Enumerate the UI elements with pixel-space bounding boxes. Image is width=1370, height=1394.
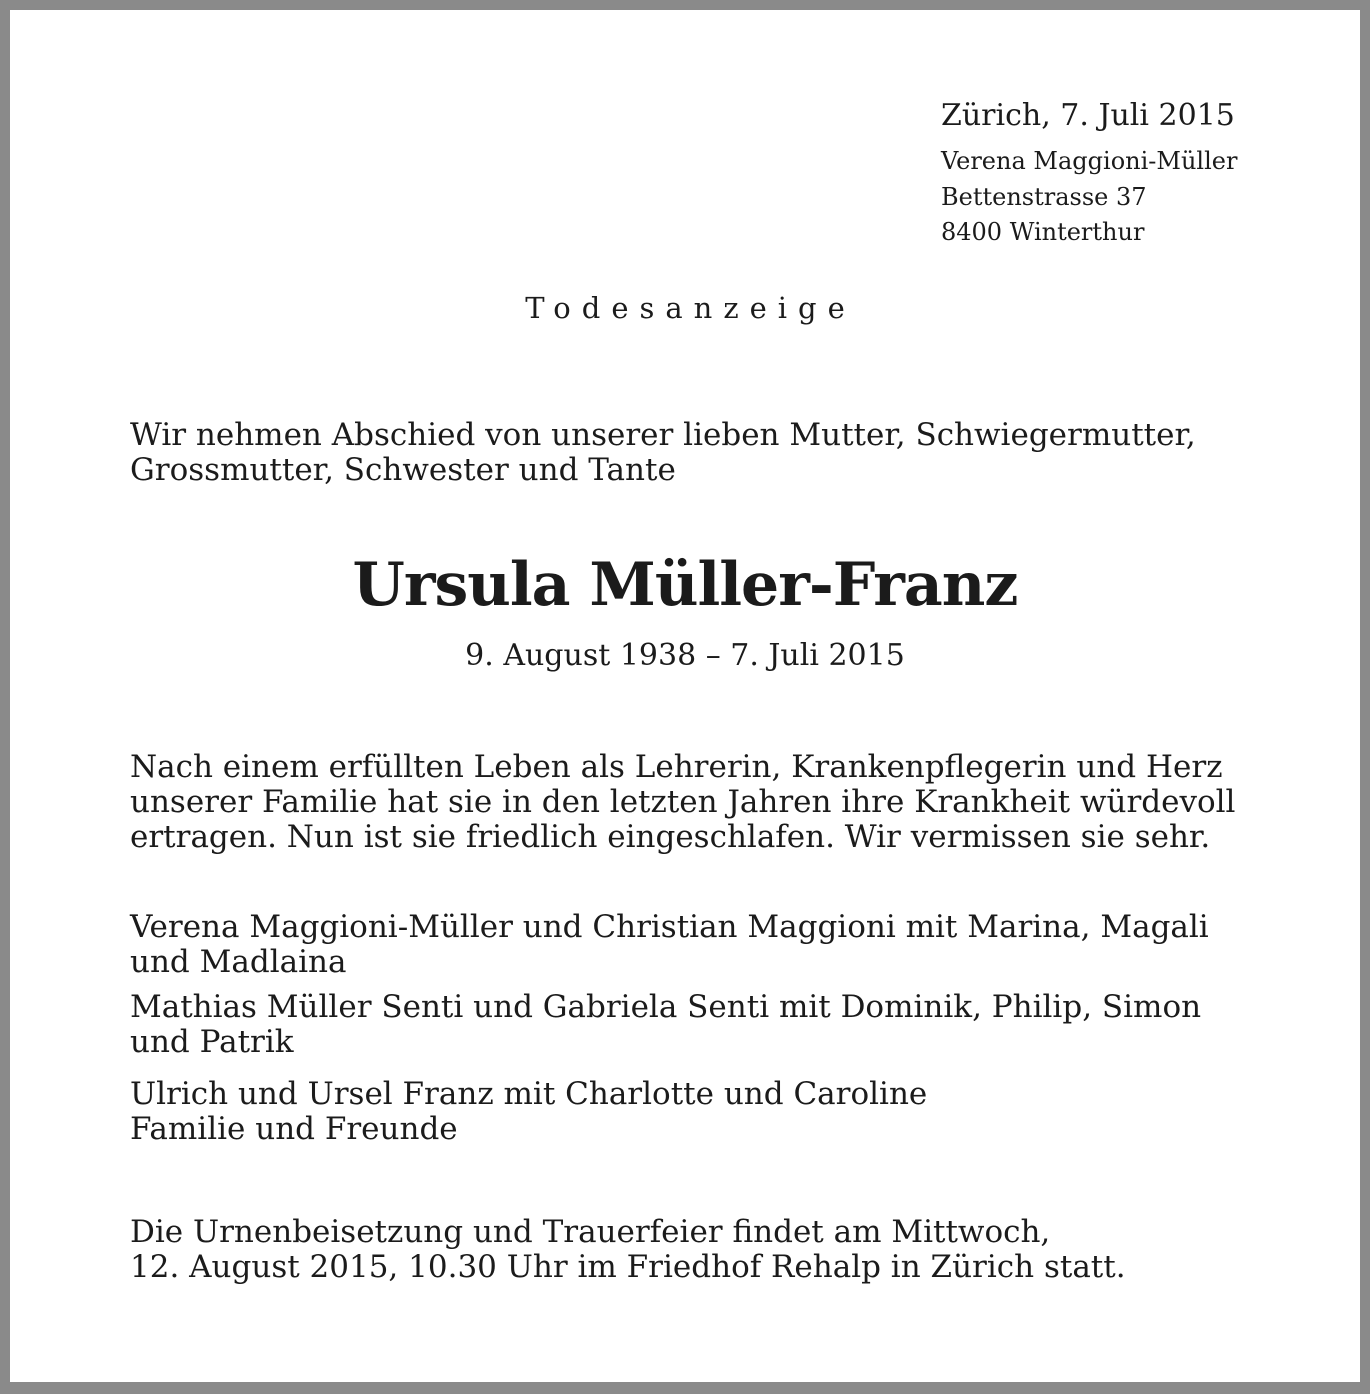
sender-city: 8400 Winterthur (941, 218, 1145, 246)
mourner-line: Mathias Müller Senti und Gabriela Senti mit Dominik, Philip, Simon (130, 989, 1202, 1025)
deceased-name: Ursula Müller-Franz (352, 550, 1018, 620)
bio-line: Nach einem erfüllten Leben als Lehrerin, Krankenpflegerin und Herz (130, 749, 1223, 785)
mourner-group (130, 910, 1209, 980)
intro-line: Grossmutter, Schwester und Tante (130, 452, 676, 488)
bio-line: ertragen. Nun ist sie friedlich eingeschlafen. Wir vermissen sie sehr. (130, 819, 1211, 855)
sender-street: Bettenstrasse 37 (941, 182, 1147, 211)
mourner-line: Verena Maggioni-Müller und Christian Maggioni mit Marina, Magali (130, 909, 1209, 945)
funeral-notice (130, 1215, 1126, 1285)
mourner-line: und Madlaina (130, 944, 347, 980)
intro-line: Wir nehmen Abschied von unserer lieben Mutter, Schwiegermutter, (130, 417, 1196, 453)
place-date: Zürich, 7. Juli 2015 (941, 98, 1235, 133)
life-dates: 9. August 1938 – 7. Juli 2015 (465, 638, 905, 673)
mourner-line: und Patrik (130, 1024, 294, 1060)
intro-paragraph (130, 418, 1196, 488)
funeral-line: Die Urnenbeisetzung und Trauerfeier findet am Mittwoch, (130, 1214, 1051, 1250)
mourner-group (130, 990, 1201, 1060)
mourner-line: Familie und Freunde (130, 1111, 458, 1147)
mourner-line: Ulrich und Ursel Franz mit Charlotte und Caroline (130, 1076, 928, 1112)
biography-paragraph (130, 750, 1235, 855)
sender-name: Verena Maggioni-Müller (941, 147, 1238, 175)
document-type-heading: Todesanzeige (525, 291, 856, 325)
bio-line: unserer Familie hat sie in den letzten Jahren ihre Krankheit würdevoll (130, 784, 1236, 820)
obituary-page (10, 10, 1360, 1382)
sender-address (941, 144, 1237, 251)
mourner-group (130, 1077, 927, 1147)
funeral-line: 12. August 2015, 10.30 Uhr im Friedhof Rehalp in Zürich statt. (130, 1249, 1126, 1285)
